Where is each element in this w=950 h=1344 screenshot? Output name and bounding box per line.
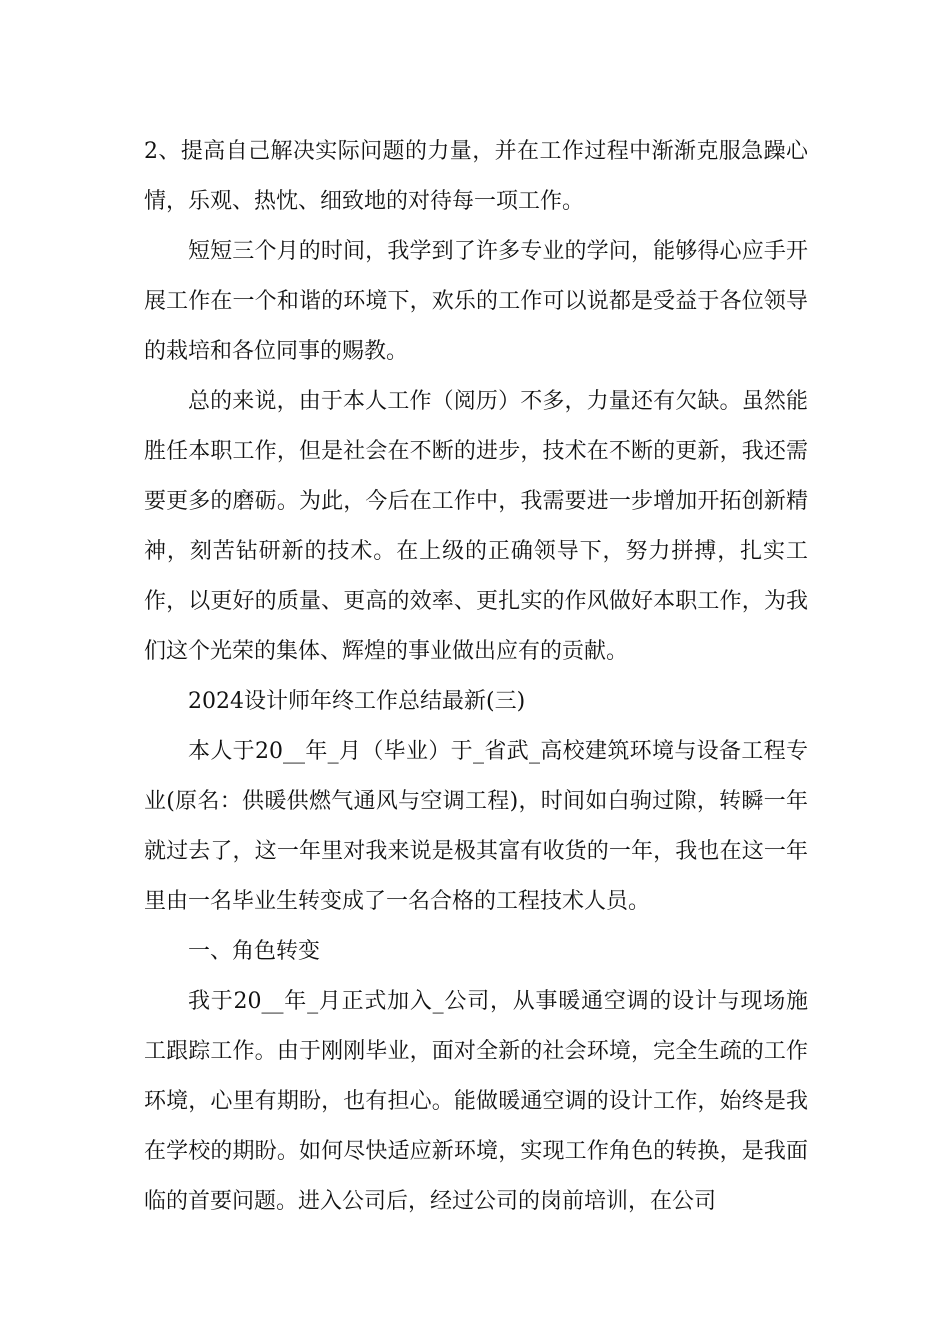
subsection-heading: 一、角色转变: [188, 939, 321, 964]
paragraph-4: 本人于20__年_月（毕业）于_省武_高校建筑环境与设备工程专业(原名：供暖供燃气通风与空调工程)，时间如白驹过隙，转瞬一年就过去了，这一年里对我来说是极其富有收货的一年，我也在这一年里由一名毕业生转变成了一名合格的工程技术人员。: [144, 739, 808, 914]
paragraph-2: 短短三个月的时间，我学到了许多专业的学问，能够得心应手开展工作在一个和谐的环境下，欢乐的工作可以说都是受益于各位领导的栽培和各位同事的赐教。: [144, 239, 808, 364]
document-body: [144, 127, 808, 1227]
paragraph-1: 2、提高自己解决实际问题的力量，并在工作过程中渐渐克服急躁心情，乐观、热忱、细致地的对待每一项工作。: [144, 139, 808, 214]
paragraph-5: 我于20__年_月正式加入_公司，从事暖通空调的设计与现场施工跟踪工作。由于刚刚毕业，面对全新的社会环境，完全生疏的工作环境，心里有期盼，也有担心。能做暖通空调的设计工作，始终是我在学校的期盼。如何尽快适应新环境，实现工作角色的转换，是我面临的首要问题。进入公司后，经过公司的岗前培训，在公司: [144, 989, 808, 1214]
paragraph-3: 总的来说，由于本人工作（阅历）不多，力量还有欠缺。虽然能胜任本职工作，但是社会在不断的进步，技术在不断的更新，我还需要更多的磨砺。为此，今后在工作中，我需要进一步增加开拓创新精神，刻苦钻研新的技术。在上级的正确领导下，努力拼搏，扎实工作，以更好的质量、更高的效率、更扎实的作风做好本职工作，为我们这个光荣的集体、辉煌的事业做出应有的贡献。: [144, 389, 808, 664]
section-title: 2024设计师年终工作总结最新(三): [188, 689, 526, 714]
